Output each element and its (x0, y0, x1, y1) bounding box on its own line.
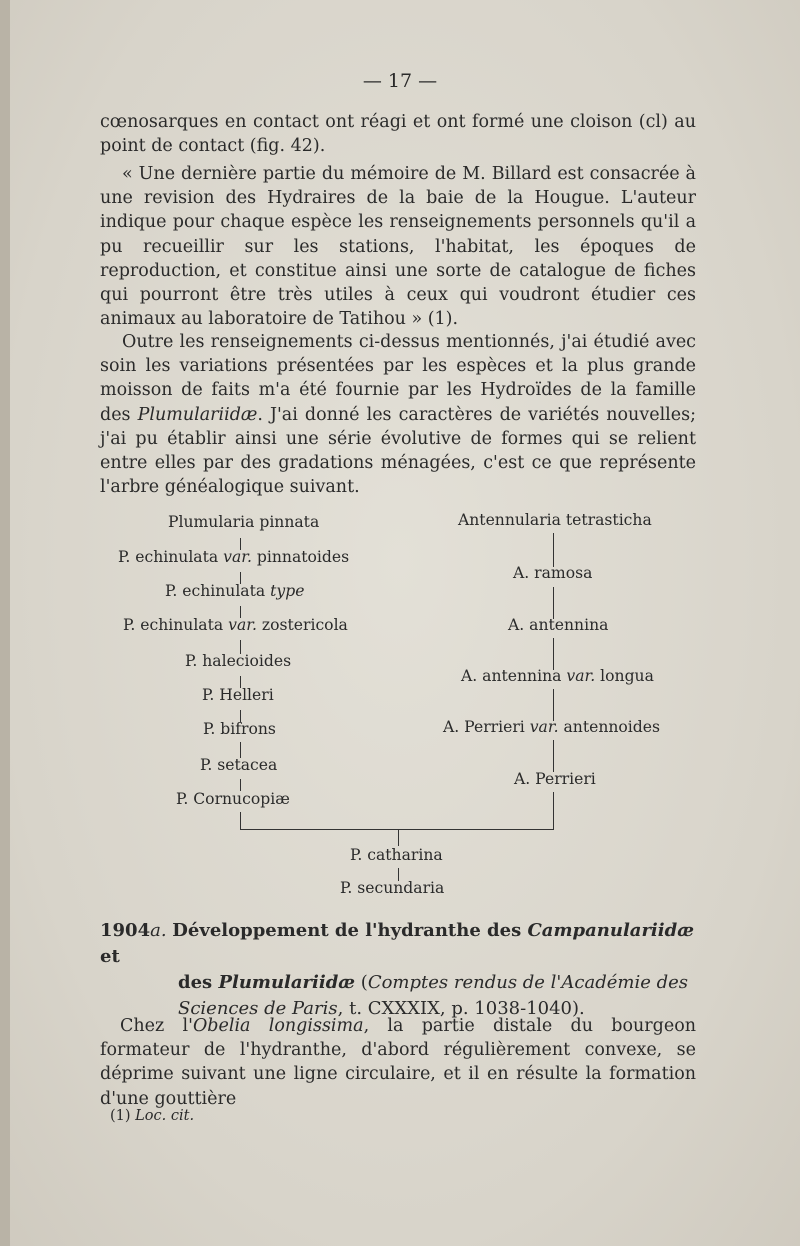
paragraph-3 (100, 330, 696, 499)
footnote-text: Loc. cit. (135, 1108, 195, 1124)
tree-node-echinulata-type (165, 582, 304, 600)
paragraph-2: « Une dernière partie du mémoire de M. Billard est consacrée à une revision des Hydraires de la baie de la Hougue. L'auteur indique pour chaque espèce les renseignements personnels qu'il a pu recueillir sur les stations, l'habitat, les époques de reproduction, et constitue ainsi une sorte de catalogue de fiches qui pourront être très utiles à ceux qui voudront étudier ces animaux au laboratoire de Tatihou » (1). (100, 164, 696, 330)
tree-node-antennularia-tetrasticha: Antennularia tetrasticha (458, 511, 652, 529)
paragraph-3-part-b: . J'ai donné les caractères de variétés nouvelles; j'ai pu établir ainsi une série évolutive de formes qui se relient entre elles par des gradations ménagées, c'est ce que représente l'arbre généalogique suivant. (100, 404, 697, 498)
tree-node-var: var. (529, 718, 559, 736)
entry-year-suffix: a. (150, 920, 167, 941)
paragraph-1: cœnosarques en contact ont réagi et ont formé une cloison (cl) au point de contact (fig. 42). (100, 112, 696, 157)
tree-merge-line (240, 829, 554, 830)
tree-node-halecioides: P. halecioides (185, 652, 292, 670)
footnote (110, 1108, 194, 1124)
tree-connector (553, 587, 554, 619)
species-obelia-longissima: Obelia longissima (192, 1016, 364, 1036)
page-number: — 17 — (362, 70, 438, 92)
tree-connector (553, 740, 554, 772)
paragraph-4-part-a: Chez l' (120, 1016, 193, 1036)
tree-connector (240, 812, 241, 830)
tree-connector (553, 638, 554, 670)
tree-node-catharina: P. catharina (350, 846, 443, 864)
entry-citation-open: ( (355, 972, 368, 993)
entry-family-campanulariidae: Campanulariidæ (527, 920, 694, 941)
paragraph-4 (100, 1014, 696, 1111)
tree-node-text: antennoides (558, 718, 660, 736)
tree-connector (553, 689, 554, 721)
tree-node-setacea: P. setacea (200, 756, 278, 774)
tree-node-echinulata-zostericola (123, 616, 348, 634)
tree-node-helleri: P. Helleri (202, 686, 274, 704)
tree-node-plumularia-pinnata: Plumularia pinnata (168, 513, 320, 531)
tree-node-antennina: A. antennina (508, 616, 609, 634)
bibliographic-entry (100, 918, 696, 1022)
tree-connector (398, 830, 399, 846)
tree-node-text: longua (595, 667, 654, 685)
tree-node-text: P. echinulata (123, 616, 229, 634)
tree-node-ramosa: A. ramosa (513, 564, 593, 582)
entry-family-plumulariidae: Plumulariidæ (218, 972, 356, 993)
tree-node-cornucopiae: P. Cornucopiæ (176, 790, 290, 808)
tree-node-echinulata-pinnatoides (118, 548, 349, 566)
tree-node-type: type (270, 582, 305, 600)
footnote-number: (1) (110, 1108, 136, 1124)
tree-node-antennina-longua (461, 667, 654, 685)
entry-citation-journal: Comptes rendus de l'Académie des Sciences de Paris (178, 972, 688, 1019)
tree-node-bifrons: P. bifrons (203, 720, 276, 738)
tree-node-perrieri-antennoides (443, 718, 660, 736)
entry-year: 1904 (100, 920, 151, 941)
tree-node-var: var. (223, 548, 252, 566)
tree-node-var: var. (566, 667, 596, 685)
tree-node-text: P. echinulata (165, 582, 271, 600)
tree-node-var: var. (228, 616, 257, 634)
tree-node-text: A. Perrieri (443, 718, 530, 736)
paragraph-4-part-b: , la partie distale du bourgeon formateur de l'hydranthe, d'abord régulièrement convexe, se déprime suivant une ligne circulaire, et il en résulte la formation d'une gouttière (100, 1016, 696, 1109)
tree-connector (553, 792, 554, 830)
page-edge (0, 0, 10, 1246)
tree-node-text: pinnatoides (251, 548, 350, 566)
paragraph-3-part-a: Outre les renseignements ci-dessus mentionnés, j'ai étudié avec soin les variations présentées par les espèces et la plus grande moisson de faits m'a été fournie par les Hydroïdes de la famille des (100, 332, 696, 425)
entry-des: des (178, 972, 219, 993)
entry-citation-details: , t. CXXXIX, p. 1038-1040). (337, 998, 585, 1019)
tree-node-text: zostericola (256, 616, 348, 634)
bibliographic-entry-line-1 (100, 918, 696, 970)
entry-title: Développement de l'hydranthe des (172, 920, 528, 941)
tree-node-text: P. echinulata (118, 548, 224, 566)
tree-node-text: A. antennina (461, 667, 567, 685)
tree-node-secundaria: P. secundaria (340, 879, 445, 897)
tree-connector (553, 533, 554, 567)
tree-node-perrieri: A. Perrieri (514, 770, 596, 788)
family-plumulariidae: Plumulariidæ (137, 404, 258, 425)
entry-title-et: et (100, 946, 120, 967)
